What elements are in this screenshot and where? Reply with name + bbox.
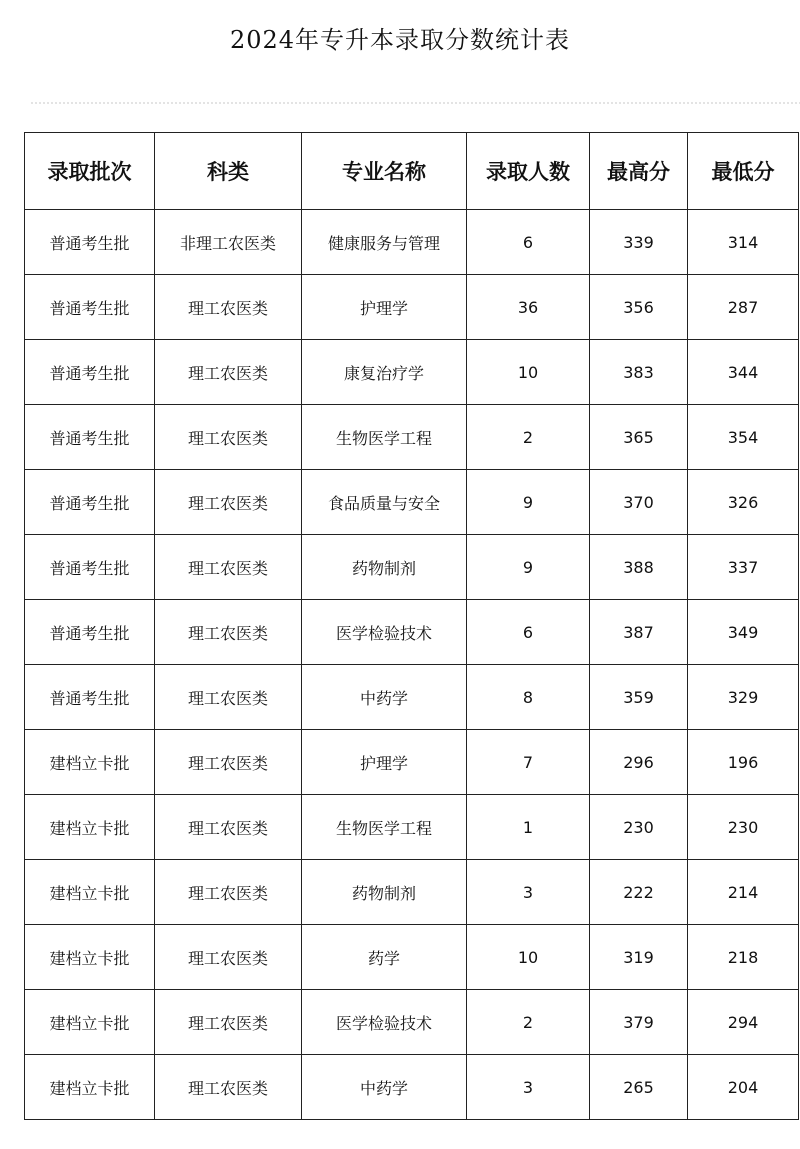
cell-batch: 普通考生批	[25, 665, 155, 730]
cell-major: 生物医学工程	[302, 405, 467, 470]
cell-major: 护理学	[302, 730, 467, 795]
table-row	[25, 665, 799, 730]
cell-admitted-count: 2	[467, 990, 590, 1055]
cell-max-score: 296	[590, 730, 688, 795]
header-admitted-count: 录取人数	[467, 133, 590, 210]
table-body	[25, 210, 799, 1120]
cell-batch: 普通考生批	[25, 405, 155, 470]
cell-batch: 建档立卡批	[25, 1055, 155, 1120]
cell-batch: 建档立卡批	[25, 860, 155, 925]
cell-category: 理工农医类	[155, 340, 302, 405]
cell-max-score: 356	[590, 275, 688, 340]
table-row	[25, 340, 799, 405]
cell-category: 非理工农医类	[155, 210, 302, 275]
cell-min-score: 354	[688, 405, 799, 470]
table-row	[25, 405, 799, 470]
cell-batch: 普通考生批	[25, 470, 155, 535]
cell-category: 理工农医类	[155, 1055, 302, 1120]
cell-category: 理工农医类	[155, 600, 302, 665]
cell-min-score: 314	[688, 210, 799, 275]
cell-batch: 建档立卡批	[25, 795, 155, 860]
cell-major: 康复治疗学	[302, 340, 467, 405]
cell-category: 理工农医类	[155, 860, 302, 925]
cell-major: 护理学	[302, 275, 467, 340]
cell-max-score: 383	[590, 340, 688, 405]
cell-max-score: 365	[590, 405, 688, 470]
cell-max-score: 379	[590, 990, 688, 1055]
cell-max-score: 319	[590, 925, 688, 990]
cell-min-score: 326	[688, 470, 799, 535]
cell-admitted-count: 2	[467, 405, 590, 470]
cell-min-score: 287	[688, 275, 799, 340]
cell-category: 理工农医类	[155, 275, 302, 340]
cell-major: 药物制剂	[302, 860, 467, 925]
cell-category: 理工农医类	[155, 405, 302, 470]
cell-major: 医学检验技术	[302, 600, 467, 665]
table-row	[25, 275, 799, 340]
cell-max-score: 339	[590, 210, 688, 275]
cell-category: 理工农医类	[155, 535, 302, 600]
cell-admitted-count: 6	[467, 600, 590, 665]
cell-category: 理工农医类	[155, 730, 302, 795]
table-row	[25, 535, 799, 600]
cell-admitted-count: 3	[467, 1055, 590, 1120]
cell-category: 理工农医类	[155, 470, 302, 535]
cell-admitted-count: 10	[467, 340, 590, 405]
cell-major: 药学	[302, 925, 467, 990]
cell-category: 理工农医类	[155, 665, 302, 730]
cell-major: 中药学	[302, 1055, 467, 1120]
cell-max-score: 359	[590, 665, 688, 730]
table-row	[25, 795, 799, 860]
cell-batch: 普通考生批	[25, 535, 155, 600]
cell-min-score: 344	[688, 340, 799, 405]
cell-category: 理工农医类	[155, 795, 302, 860]
cell-admitted-count: 8	[467, 665, 590, 730]
cell-max-score: 370	[590, 470, 688, 535]
cell-min-score: 294	[688, 990, 799, 1055]
cell-major: 药物制剂	[302, 535, 467, 600]
table-row	[25, 210, 799, 275]
cell-batch: 普通考生批	[25, 210, 155, 275]
header-major: 专业名称	[302, 133, 467, 210]
cell-max-score: 388	[590, 535, 688, 600]
cell-min-score: 218	[688, 925, 799, 990]
cell-category: 理工农医类	[155, 925, 302, 990]
cell-min-score: 337	[688, 535, 799, 600]
cell-admitted-count: 9	[467, 535, 590, 600]
cell-max-score: 387	[590, 600, 688, 665]
cell-batch: 普通考生批	[25, 340, 155, 405]
scan-dotted-line	[30, 101, 800, 105]
cell-admitted-count: 6	[467, 210, 590, 275]
cell-batch: 建档立卡批	[25, 925, 155, 990]
cell-max-score: 222	[590, 860, 688, 925]
cell-min-score: 230	[688, 795, 799, 860]
cell-min-score: 214	[688, 860, 799, 925]
cell-major: 生物医学工程	[302, 795, 467, 860]
cell-major: 医学检验技术	[302, 990, 467, 1055]
table-row	[25, 860, 799, 925]
cell-admitted-count: 7	[467, 730, 590, 795]
table-row	[25, 730, 799, 795]
cell-min-score: 204	[688, 1055, 799, 1120]
cell-admitted-count: 9	[467, 470, 590, 535]
cell-major: 健康服务与管理	[302, 210, 467, 275]
cell-admitted-count: 1	[467, 795, 590, 860]
cell-admitted-count: 36	[467, 275, 590, 340]
table-row	[25, 470, 799, 535]
cell-admitted-count: 3	[467, 860, 590, 925]
page-title: 2024年专升本录取分数统计表	[229, 26, 571, 54]
header-min-score: 最低分	[688, 133, 799, 210]
table-row	[25, 1055, 799, 1120]
cell-batch: 普通考生批	[25, 600, 155, 665]
cell-max-score: 265	[590, 1055, 688, 1120]
table-row	[25, 925, 799, 990]
cell-major: 中药学	[302, 665, 467, 730]
cell-batch: 建档立卡批	[25, 730, 155, 795]
admission-score-table	[24, 132, 799, 1120]
cell-admitted-count: 10	[467, 925, 590, 990]
cell-min-score: 349	[688, 600, 799, 665]
table-row	[25, 990, 799, 1055]
table-header-row	[25, 133, 799, 210]
header-batch: 录取批次	[25, 133, 155, 210]
table-row	[25, 600, 799, 665]
header-max-score: 最高分	[590, 133, 688, 210]
cell-min-score: 329	[688, 665, 799, 730]
cell-max-score: 230	[590, 795, 688, 860]
header-category: 科类	[155, 133, 302, 210]
cell-min-score: 196	[688, 730, 799, 795]
cell-batch: 普通考生批	[25, 275, 155, 340]
cell-major: 食品质量与安全	[302, 470, 467, 535]
cell-category: 理工农医类	[155, 990, 302, 1055]
cell-batch: 建档立卡批	[25, 990, 155, 1055]
